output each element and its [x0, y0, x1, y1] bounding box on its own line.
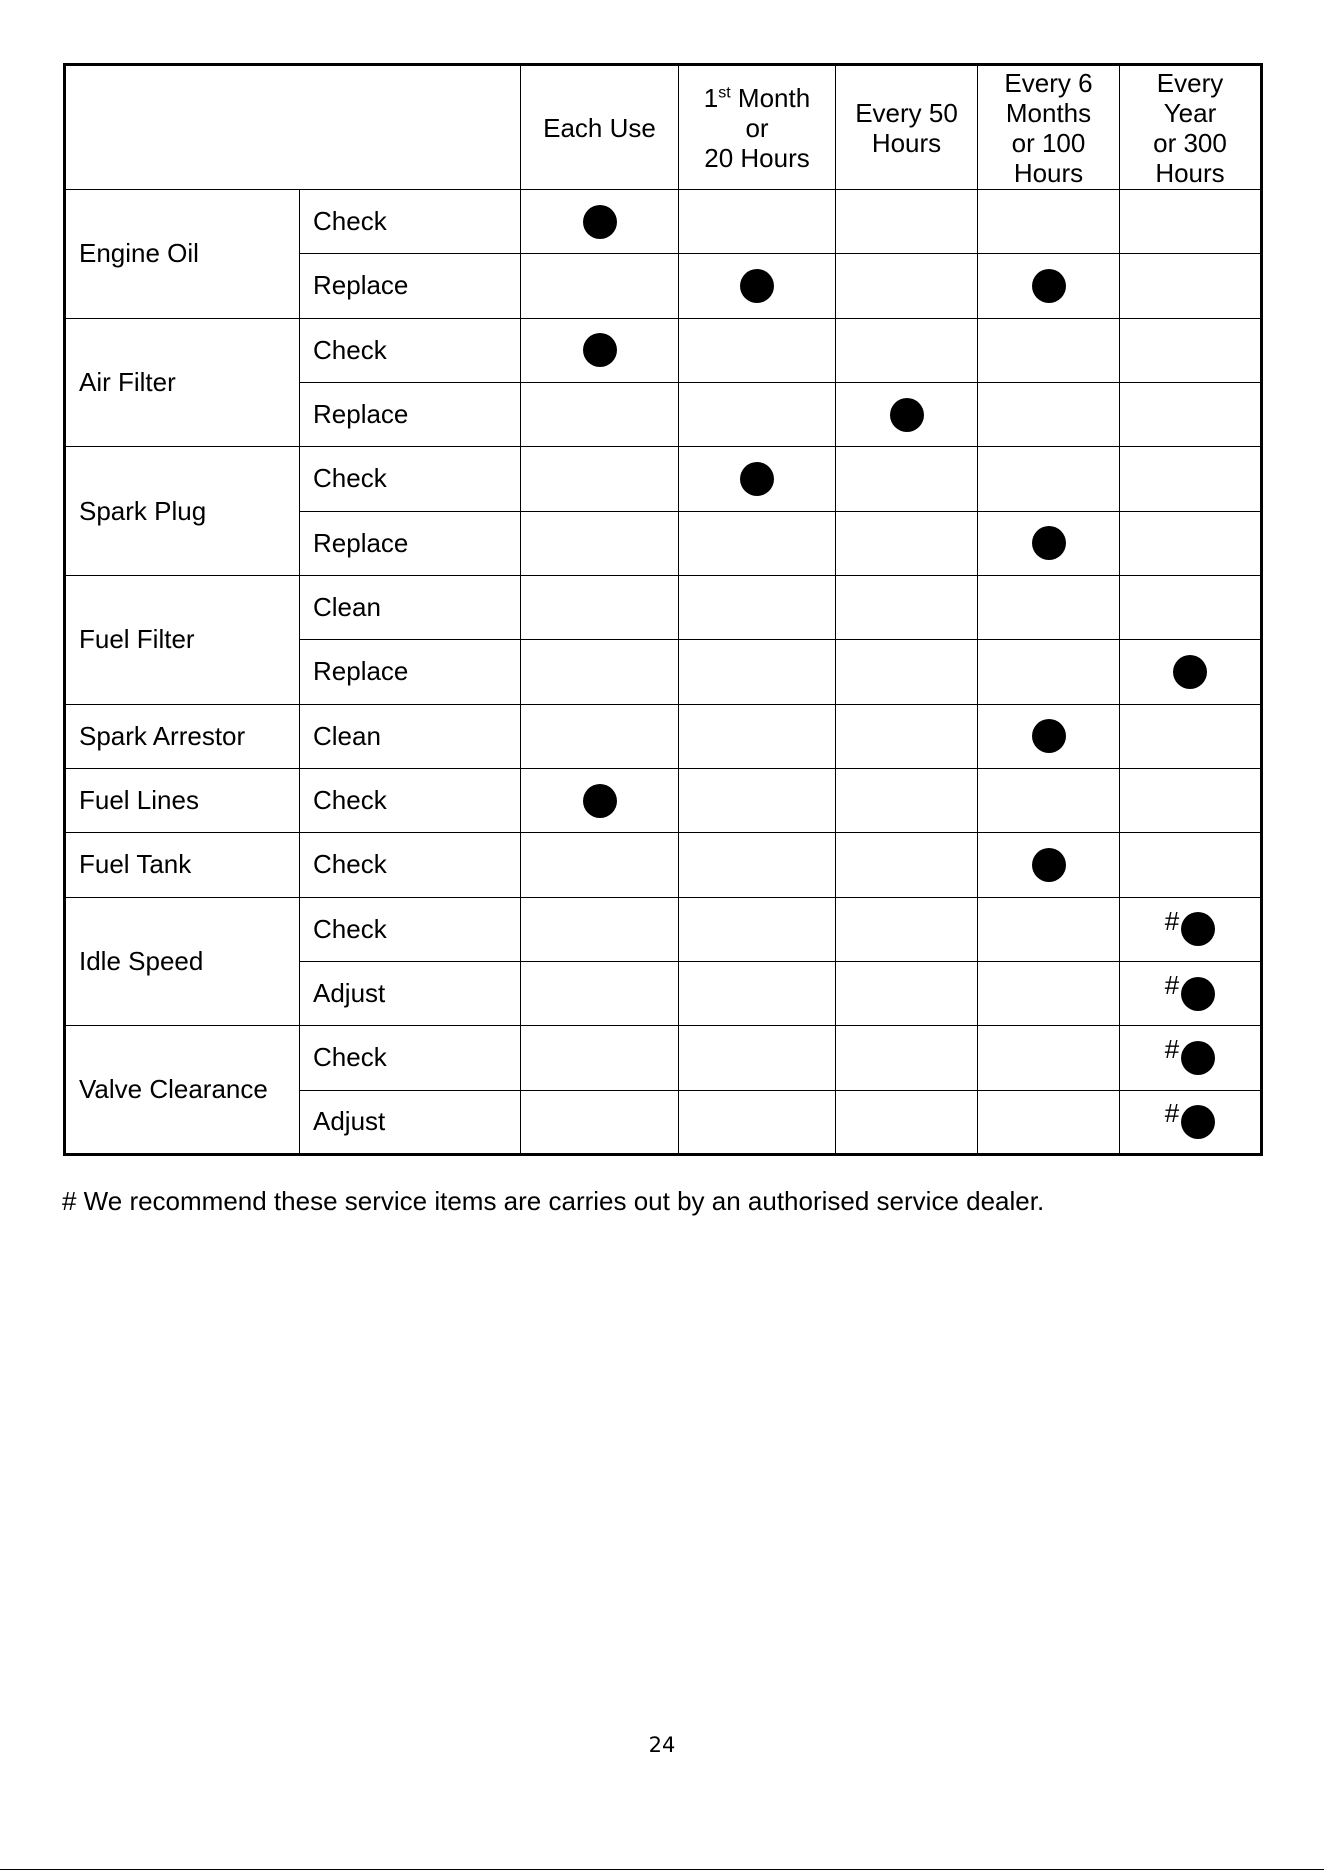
interval-cell	[836, 897, 978, 961]
service-action: Check	[300, 447, 521, 511]
service-action: Check	[300, 897, 521, 961]
component-name: Idle Speed	[65, 897, 300, 1026]
header-first-month-number: 1	[703, 82, 719, 113]
interval-cell	[836, 190, 978, 254]
service-action: Clean	[300, 704, 521, 768]
scheduled-dot-icon	[890, 398, 924, 432]
scheduled-dot-icon	[1032, 848, 1066, 882]
interval-cell	[1120, 575, 1262, 639]
scheduled-dot-icon	[1181, 1041, 1215, 1075]
table-row	[65, 447, 1262, 511]
interval-cell	[521, 897, 679, 961]
service-action: Replace	[300, 382, 521, 446]
scheduled-dot-icon	[1181, 912, 1215, 946]
header-every-6-line-4: Hours	[1013, 157, 1084, 188]
interval-cell	[978, 254, 1120, 318]
interval-cell	[978, 575, 1120, 639]
header-every-6-line-3: or 100	[1011, 127, 1086, 158]
component-name: Fuel Filter	[65, 575, 300, 704]
interval-cell	[521, 447, 679, 511]
interval-cell	[978, 382, 1120, 446]
page-number: 24	[648, 1733, 676, 1757]
service-action: Check	[300, 768, 521, 832]
component-name: Fuel Tank	[65, 833, 300, 897]
component-name: Valve Clearance	[65, 1026, 300, 1155]
interval-cell	[836, 833, 978, 897]
interval-cell	[836, 254, 978, 318]
service-action: Clean	[300, 575, 521, 639]
interval-cell	[521, 254, 679, 318]
scheduled-dot-icon	[1032, 719, 1066, 753]
header-row	[65, 65, 1262, 190]
scheduled-dot-icon	[1173, 655, 1207, 689]
header-every-year	[1120, 65, 1262, 190]
interval-cell	[1120, 897, 1262, 961]
footnote: # We recommend these service items are carries out by an authorised service dealer.	[62, 1186, 1045, 1216]
interval-cell	[679, 640, 836, 704]
schedule-body	[65, 190, 1262, 1155]
scheduled-dot-icon	[583, 205, 617, 239]
header-each-use	[521, 65, 679, 190]
interval-cell	[1120, 1026, 1262, 1090]
scheduled-dot-icon	[740, 462, 774, 496]
interval-cell	[521, 1026, 679, 1090]
scheduled-dot-icon	[1032, 269, 1066, 303]
interval-cell	[679, 254, 836, 318]
scheduled-dot-icon	[1032, 526, 1066, 560]
table-row	[65, 318, 1262, 382]
interval-cell	[679, 190, 836, 254]
table-row	[65, 704, 1262, 768]
interval-cell	[978, 1090, 1120, 1154]
interval-cell	[836, 447, 978, 511]
interval-cell	[521, 768, 679, 832]
interval-cell	[679, 575, 836, 639]
interval-cell	[1120, 190, 1262, 254]
interval-cell	[679, 704, 836, 768]
header-every-50-line-2: Hours	[871, 127, 942, 158]
interval-cell	[1120, 768, 1262, 832]
interval-cell	[521, 640, 679, 704]
interval-cell	[679, 768, 836, 832]
service-action: Check	[300, 318, 521, 382]
header-blank-cell	[65, 65, 521, 190]
dealer-service-hash: #	[1164, 970, 1180, 1001]
service-action: Replace	[300, 511, 521, 575]
header-every-year-line-3: or 300	[1153, 127, 1227, 158]
table-row	[65, 897, 1262, 961]
interval-cell	[836, 640, 978, 704]
interval-cell	[1120, 318, 1262, 382]
component-name: Spark Plug	[65, 447, 300, 576]
header-every-6-line-1: Every 6	[1004, 67, 1093, 98]
service-action: Adjust	[300, 1090, 521, 1154]
interval-cell	[1120, 704, 1262, 768]
interval-cell	[978, 704, 1120, 768]
header-each-use-label: Each Use	[543, 112, 656, 143]
interval-cell	[521, 511, 679, 575]
interval-cell	[836, 768, 978, 832]
dealer-service-hash: #	[1164, 1098, 1180, 1129]
interval-cell	[836, 1090, 978, 1154]
interval-cell	[978, 1026, 1120, 1090]
bottom-rule	[0, 1869, 1324, 1870]
interval-cell	[1120, 833, 1262, 897]
header-first-month	[679, 65, 836, 190]
scheduled-dot-icon	[583, 333, 617, 367]
service-action: Check	[300, 833, 521, 897]
interval-cell	[679, 1090, 836, 1154]
interval-cell	[978, 511, 1120, 575]
scheduled-dot-icon	[1181, 1105, 1215, 1139]
header-every-year-line-2: Year	[1163, 97, 1217, 128]
header-first-month-suffix: st	[718, 83, 731, 101]
component-name: Spark Arrestor	[65, 704, 300, 768]
interval-cell	[521, 575, 679, 639]
dealer-service-hash: #	[1164, 1034, 1180, 1065]
header-every-6-line-2: Months	[1005, 97, 1092, 128]
interval-cell	[836, 1026, 978, 1090]
interval-cell	[836, 704, 978, 768]
interval-cell	[836, 961, 978, 1025]
header-every-year-line-4: Hours	[1155, 157, 1225, 188]
interval-cell	[679, 511, 836, 575]
header-every-6-months	[978, 65, 1120, 190]
interval-cell	[679, 382, 836, 446]
interval-cell	[836, 511, 978, 575]
header-every-year-line-1: Every	[1156, 67, 1224, 98]
service-action: Check	[300, 190, 521, 254]
interval-cell	[978, 897, 1120, 961]
interval-cell	[521, 190, 679, 254]
interval-cell	[978, 318, 1120, 382]
interval-cell	[521, 318, 679, 382]
interval-cell	[836, 575, 978, 639]
component-name: Engine Oil	[65, 190, 300, 319]
header-first-month-or: or	[745, 112, 769, 143]
table-row	[65, 768, 1262, 832]
interval-cell	[679, 961, 836, 1025]
interval-cell	[1120, 640, 1262, 704]
interval-cell	[521, 1090, 679, 1154]
dealer-service-hash: #	[1164, 905, 1180, 936]
interval-cell	[978, 833, 1120, 897]
interval-cell	[521, 704, 679, 768]
interval-cell	[1120, 382, 1262, 446]
interval-cell	[1120, 447, 1262, 511]
maintenance-schedule-table	[63, 63, 1263, 1156]
table-row	[65, 190, 1262, 254]
interval-cell	[679, 897, 836, 961]
component-name: Air Filter	[65, 318, 300, 447]
interval-cell	[679, 318, 836, 382]
interval-cell	[836, 318, 978, 382]
service-action: Replace	[300, 254, 521, 318]
scheduled-dot-icon	[740, 269, 774, 303]
header-first-month-word: Month	[730, 82, 811, 113]
interval-cell	[1120, 961, 1262, 1025]
header-every-50-hours	[836, 65, 978, 190]
interval-cell	[978, 768, 1120, 832]
interval-cell	[978, 447, 1120, 511]
interval-cell	[679, 833, 836, 897]
interval-cell	[1120, 1090, 1262, 1154]
service-action: Adjust	[300, 961, 521, 1025]
table-row	[65, 833, 1262, 897]
interval-cell	[679, 447, 836, 511]
interval-cell	[978, 190, 1120, 254]
interval-cell	[521, 961, 679, 1025]
scheduled-dot-icon	[583, 784, 617, 818]
interval-cell	[1120, 511, 1262, 575]
header-every-50-line-1: Every 50	[855, 97, 958, 128]
interval-cell	[679, 1026, 836, 1090]
interval-cell	[1120, 254, 1262, 318]
service-action: Replace	[300, 640, 521, 704]
table-row	[65, 1026, 1262, 1090]
header-first-month-hours: 20 Hours	[704, 142, 810, 173]
interval-cell	[836, 382, 978, 446]
scheduled-dot-icon	[1181, 977, 1215, 1011]
table-row	[65, 575, 1262, 639]
interval-cell	[978, 961, 1120, 1025]
component-name: Fuel Lines	[65, 768, 300, 832]
interval-cell	[978, 640, 1120, 704]
interval-cell	[521, 382, 679, 446]
service-action: Check	[300, 1026, 521, 1090]
interval-cell	[521, 833, 679, 897]
